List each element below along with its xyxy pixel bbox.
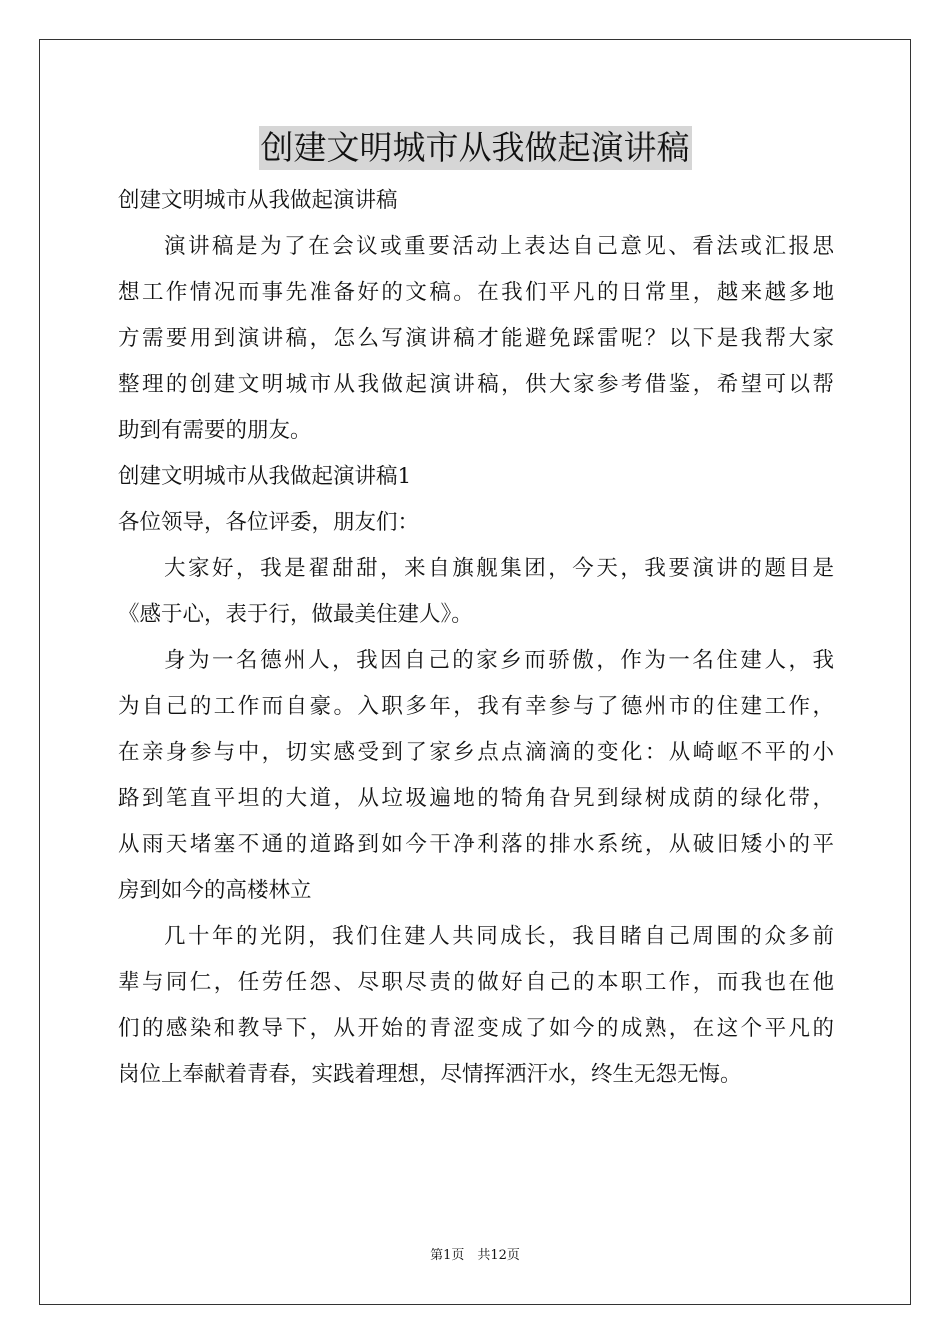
paragraph-line: 们的感染和教导下，从开始的青涩变成了如今的成熟，在这个平凡的 xyxy=(118,1016,834,1041)
page-footer: 第1页 共12页 xyxy=(430,1248,520,1263)
paragraph-line: 演讲稿是为了在会议或重要活动上表达自己意见、看法或汇报思 xyxy=(164,234,834,259)
paragraph-line: 在亲身参与中，切实感受到了家乡点点滴滴的变化：从崎岖不平的小 xyxy=(118,740,834,765)
subtitle-line: 创建文明城市从我做起演讲稿 xyxy=(118,188,398,213)
paragraph-line: 整理的创建文明城市从我做起演讲稿，供大家参考借鉴，希望可以帮 xyxy=(118,372,834,397)
section-heading: 创建文明城市从我做起演讲稿1 xyxy=(118,464,412,489)
paragraph-line: 大家好，我是翟甜甜，来自旗舰集团，今天，我要演讲的题目是 xyxy=(164,556,834,581)
title-area xyxy=(0,126,950,170)
paragraph-line: 岗位上奉献着青春，实践着理想，尽情挥洒汗水，终生无怨无悔。 xyxy=(118,1062,742,1087)
document-body xyxy=(118,178,834,1098)
paragraph-line: 路到笔直平坦的大道，从垃圾遍地的犄角旮旯到绿树成荫的绿化带， xyxy=(118,786,834,811)
salutation-line: 各位领导，各位评委，朋友们： xyxy=(118,510,420,535)
paragraph-line: 想工作情况而事先准备好的文稿。在我们平凡的日常里，越来越多地 xyxy=(118,280,834,305)
paragraph-line: 从雨天堵塞不通的道路到如今干净利落的排水系统，从破旧矮小的平 xyxy=(118,832,834,857)
paragraph-line: 为自己的工作而自豪。入职多年，我有幸参与了德州市的住建工作， xyxy=(118,694,834,719)
paragraph-line: 身为一名德州人，我因自己的家乡而骄傲，作为一名住建人，我 xyxy=(164,648,834,673)
paragraph-line: 《感于心，表于行，做最美住建人》。 xyxy=(118,602,473,627)
paragraph-line: 房到如今的高楼林立 xyxy=(118,878,312,903)
paragraph-line: 方需要用到演讲稿，怎么写演讲稿才能避免踩雷呢？以下是我帮大家 xyxy=(118,326,834,351)
document-title: 创建文明城市从我做起演讲稿 xyxy=(259,126,692,170)
paragraph-line: 辈与同仁，任劳任怨、尽职尽责的做好自己的本职工作，而我也在他 xyxy=(118,970,834,995)
paragraph-line: 几十年的光阴，我们住建人共同成长，我目睹自己周围的众多前 xyxy=(164,924,834,949)
paragraph-line: 助到有需要的朋友。 xyxy=(118,418,312,443)
